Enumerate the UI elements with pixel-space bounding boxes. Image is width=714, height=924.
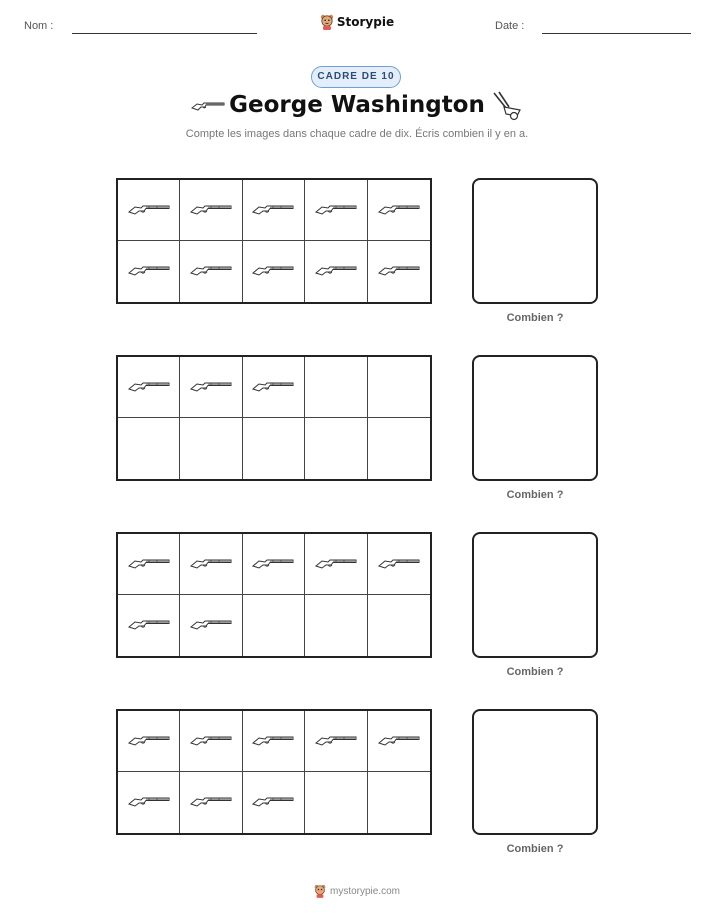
frame-cell <box>180 241 242 302</box>
storypie-mascot-icon <box>314 884 326 898</box>
frame-cell <box>368 180 430 241</box>
frame-cell <box>305 180 367 241</box>
frame-cell <box>180 418 242 479</box>
frame-cell <box>305 241 367 302</box>
frame-cell <box>368 595 430 656</box>
date-label: Date : <box>495 20 525 32</box>
frame-cell <box>118 711 180 772</box>
musket-icon <box>251 731 295 752</box>
musket-icon <box>127 377 171 398</box>
frame-cell <box>305 534 367 595</box>
frame-cell <box>118 357 180 418</box>
footer <box>0 884 714 903</box>
brand-name: Storypie <box>336 15 395 29</box>
combien-label: Combien ? <box>506 843 564 855</box>
musket-icon <box>377 554 421 575</box>
musket-icon <box>314 200 358 221</box>
frame-cell <box>180 772 242 833</box>
frame-cell <box>180 711 242 772</box>
frame-cell <box>243 711 305 772</box>
musket-icon <box>127 200 171 221</box>
footer-url: mystorypie.com <box>329 885 400 897</box>
frame-cell <box>368 241 430 302</box>
musket-icon <box>251 377 295 398</box>
frame-cell <box>243 534 305 595</box>
ten-frame <box>116 355 432 481</box>
frame-cell <box>118 180 180 241</box>
frame-cell <box>118 241 180 302</box>
musket-icon <box>189 615 233 636</box>
musket-icon <box>377 731 421 752</box>
musket-icon <box>314 731 358 752</box>
musket-icon <box>251 261 295 282</box>
musket-icon <box>189 377 233 398</box>
answer-box[interactable] <box>472 355 598 481</box>
frame-cell <box>368 534 430 595</box>
frame-cell <box>305 595 367 656</box>
frame-cell <box>180 534 242 595</box>
frame-cell <box>118 418 180 479</box>
answer-box[interactable] <box>472 532 598 658</box>
frame-cell <box>118 534 180 595</box>
ten-frame <box>116 178 432 304</box>
worksheet-type-badge: CADRE DE 10 <box>311 66 401 88</box>
date-line[interactable] <box>542 33 691 34</box>
frame-cell <box>368 711 430 772</box>
name-label: Nom : <box>24 20 54 32</box>
musket-icon <box>189 731 233 752</box>
combien-label: Combien ? <box>506 666 564 678</box>
musket-icon <box>377 200 421 221</box>
frame-cell <box>305 418 367 479</box>
frame-cell <box>368 772 430 833</box>
musket-icon <box>189 792 233 813</box>
musket-icon <box>314 554 358 575</box>
combien-label: Combien ? <box>506 312 564 324</box>
musket-icon <box>127 261 171 282</box>
musket-icon <box>251 554 295 575</box>
frame-cell <box>180 357 242 418</box>
frame-cell <box>243 418 305 479</box>
frame-cell <box>243 180 305 241</box>
page-title: George Washington <box>229 92 485 118</box>
frame-cell <box>243 241 305 302</box>
frame-cell <box>118 595 180 656</box>
frame-cell <box>180 595 242 656</box>
frame-cell <box>243 595 305 656</box>
ten-frame <box>116 532 432 658</box>
storypie-mascot-icon <box>320 14 334 30</box>
answer-box[interactable] <box>472 178 598 304</box>
musket-icon <box>251 200 295 221</box>
frame-cell <box>305 357 367 418</box>
frame-cell <box>368 418 430 479</box>
musket-icon <box>127 554 171 575</box>
frame-cell <box>305 711 367 772</box>
answer-box[interactable] <box>472 709 598 835</box>
musket-icon <box>127 731 171 752</box>
musket-icon <box>377 261 421 282</box>
frame-cell <box>368 357 430 418</box>
frame-cell <box>118 772 180 833</box>
musket-icon <box>127 792 171 813</box>
frame-cell <box>180 180 242 241</box>
frame-cell <box>243 772 305 833</box>
musket-icon <box>189 554 233 575</box>
plow-icon <box>490 90 524 122</box>
musket-icon <box>189 200 233 221</box>
combien-label: Combien ? <box>506 489 564 501</box>
frame-cell <box>243 357 305 418</box>
frame-cell <box>305 772 367 833</box>
ten-frame <box>116 709 432 835</box>
musket-icon <box>314 261 358 282</box>
musket-icon <box>251 792 295 813</box>
musket-icon <box>189 261 233 282</box>
musket-icon <box>127 615 171 636</box>
instructions: Compte les images dans chaque cadre de dix. Écris combien il y en a. <box>185 128 529 140</box>
brand-logo <box>0 14 714 35</box>
